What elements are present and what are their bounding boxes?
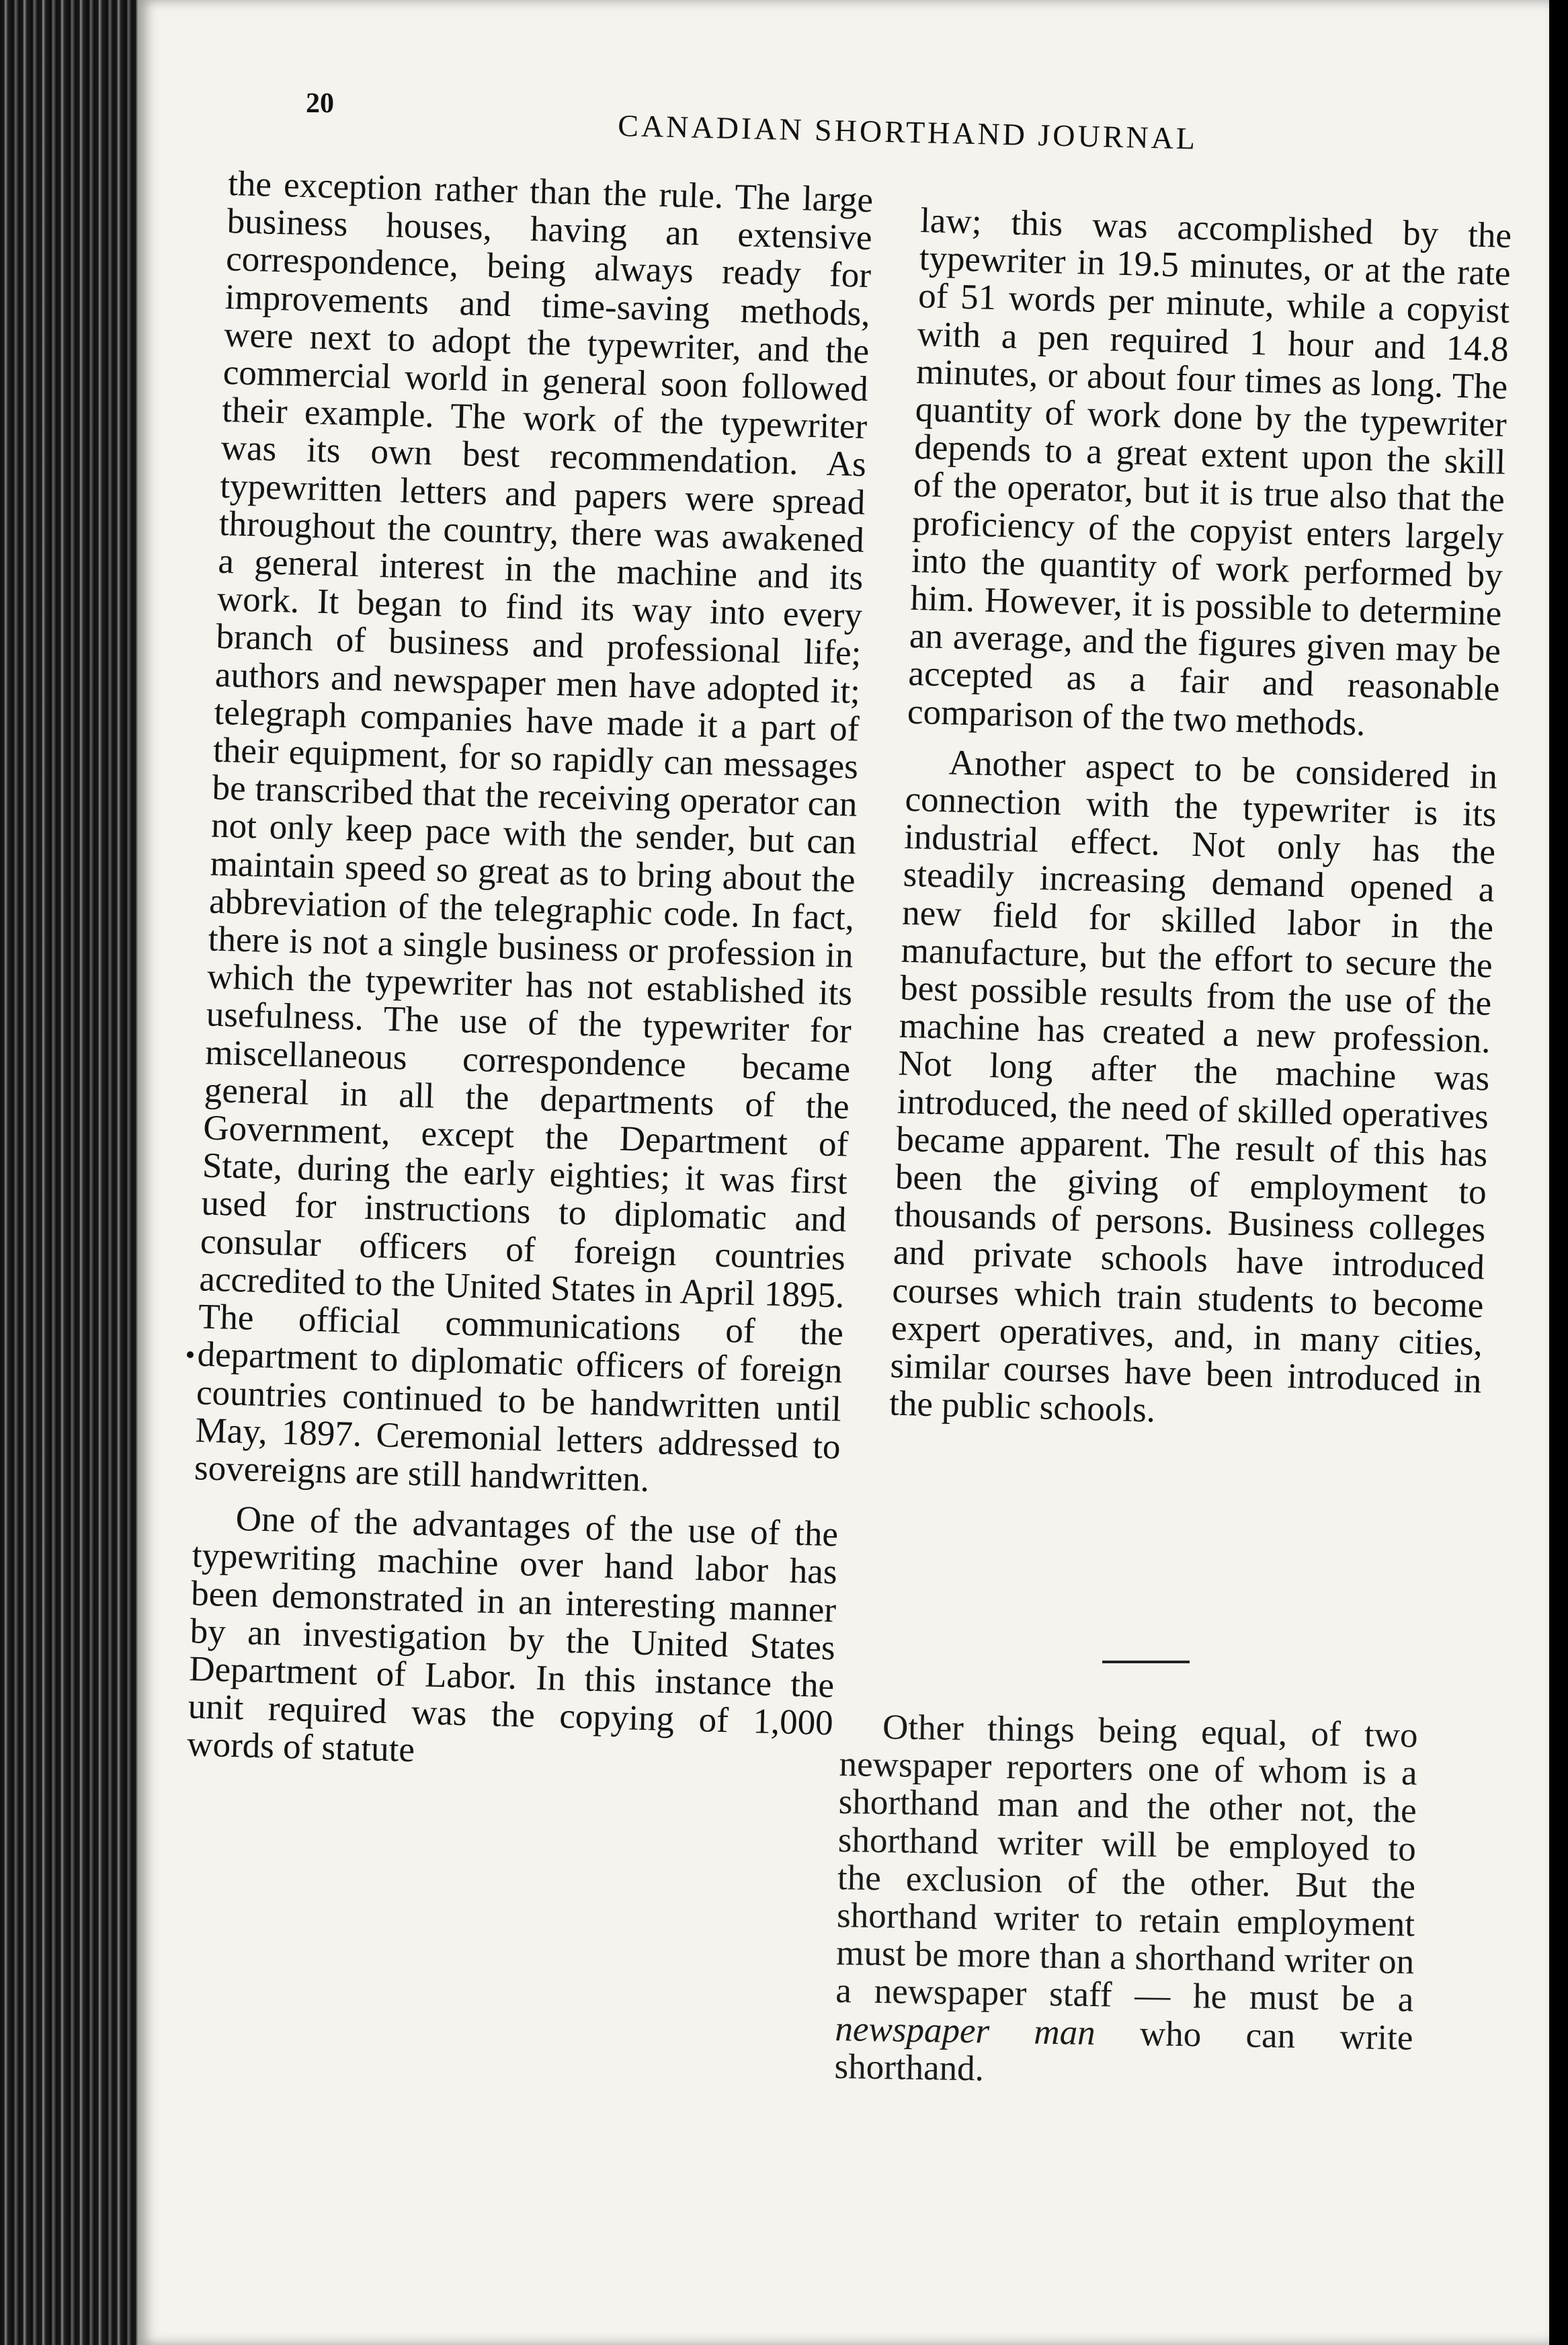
notice-block [834,1708,1418,2094]
left-paragraph-1: the exception rather than the rule. The large business houses, having an extensive correspondence, being always ready for improvements and time-saving methods, were next to adopt the typewriter, and the commercial world in general soon followed their example. The work of the typewriter was its own best recommendation. As typewritten letters and papers were spread throughout the country, there was awakened a general interest in the machine and its work. It began to find its way into every branch of business and professional life; authors and newspaper men have adopted it; telegraph companies have made it a part of their equipment, for so rapidly can messages be transcribed that the receiving operator can not only keep pace with the sender, but can maintain speed so great as to bring about the abbreviation of the telegraphic code. In fact, there is not a single business or profession in which the typewriter has not established its usefulness. The use of the typewriter for miscellaneous correspondence became general in all the departments of the Government, except the Department of State, during the early eighties; it was first used for instructions to diplomatic and consular officers of foreign countries accredited to the United States in April 1895. The official communications of the department to diplomatic officers of foreign countries continued to be handwritten until May, 1897. Ceremonial letters addressed to sovereigns are still handwritten. [194,164,874,1499]
left-column [187,165,874,1780]
right-column [889,202,1512,1438]
left-paragraph-2: One of the advantages of the use of the typewriting machine over hand labor has been demonstrated in an interesting manner by an investigation by the United States Department of Labor. In this instance the unit required was the copying of 1,000 words of statute [186,1499,839,1770]
right-paragraph-2: Another aspect to be considered in connection with the typewriter is its industrial effect. Not only has the steadily increasing demand opened a new field for skilled labor in the manufacture, but the effort to secure the best possible results from the use of the machine has created a new profession. Not long after the machine was introduced, the need of skilled operatives became apparent. The result of this has been the giving of employment to thousands of persons. Business colleges and private schools have introduced courses which train students to become expert operatives, and, in many cities, similar courses have been introduced in the public schools. [889,743,1498,1431]
scanner-binding-margin [0,0,155,2345]
right-paragraph-1: law; this was accomplished by the typewriter in 19.5 minutes, or at the rate of 51 words per minute, while a copyist with a pen required 1 hour and 14.8 minutes, or about four times as long. The quantity of work done by the typewriter depends to a great extent upon the skill of the operator, but it is true also that the proficiency of the copyist enters largely into the quantity of work performed by him. However, it is possible to determine an average, and the figures given may be accepted as a fair and reasonable comparison of the two methods. [907,201,1512,744]
notice-emphasis: newspaper man [835,2009,1096,2053]
notice-paragraph [834,1708,1418,2094]
scan-speck [187,1351,194,1358]
running-title: CANADIAN SHORTHAND JOURNAL [617,108,1198,156]
notice-text-start: Other things being equal, of two newspaper reporters one of whom is a shorthand man and the other not, the shorthand writer will be employed to the exclusion of the other. But the shorthand writer to retain employment must be more than a shorthand writer on a newspaper staff — he must be a [835,1707,1418,2020]
page-number: 20 [306,88,334,119]
section-divider [1102,1661,1190,1663]
notice-text-end: who can write shorthand. [834,2013,1413,2089]
